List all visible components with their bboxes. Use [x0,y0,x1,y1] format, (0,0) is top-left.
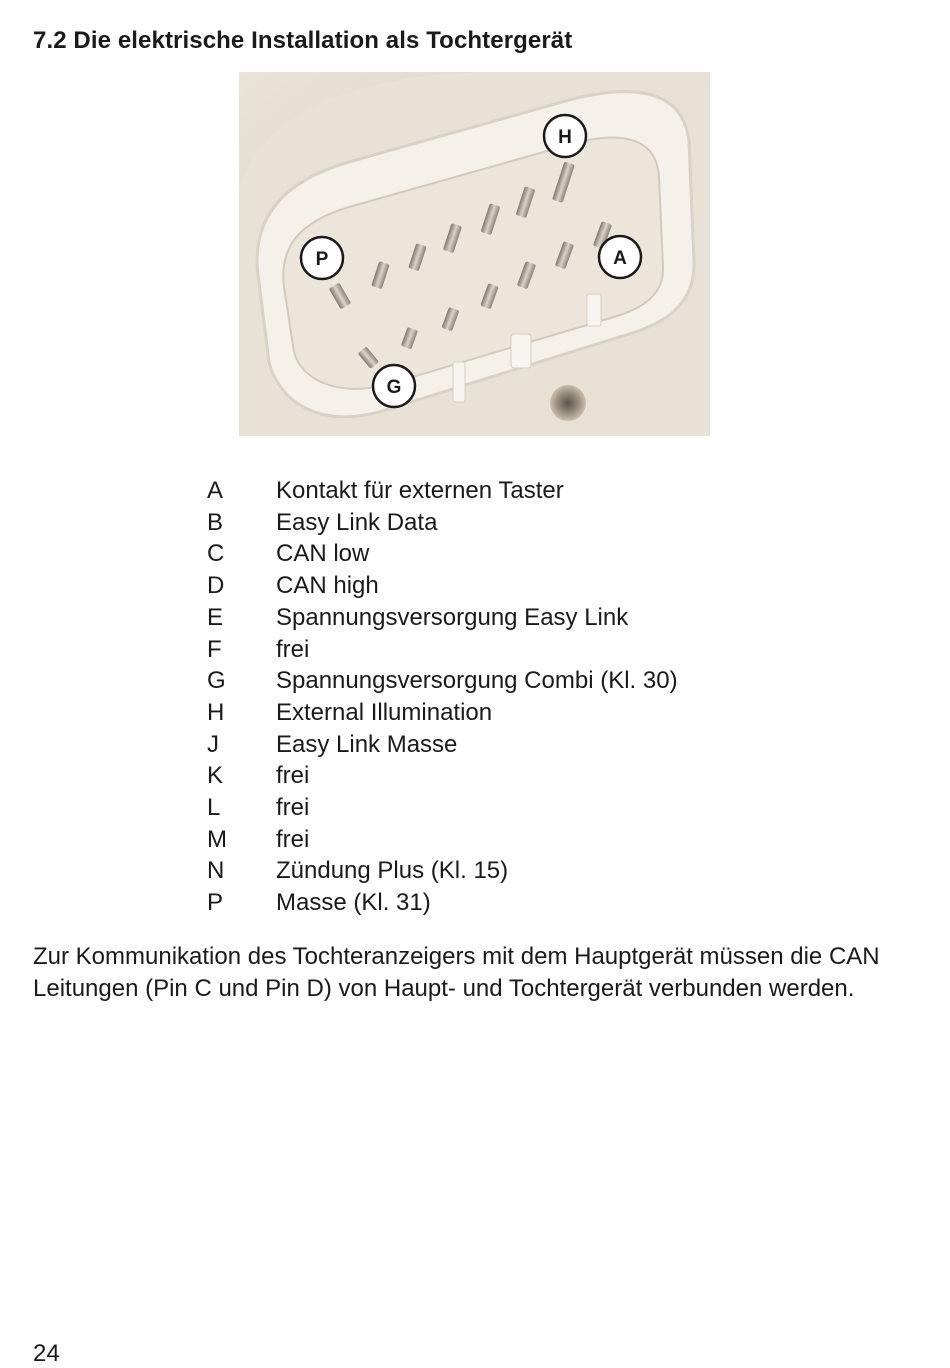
pin-letter: L [207,794,221,822]
pin-letter: H [207,698,225,726]
pin-letter: M [207,825,227,853]
section-heading: 7.2 Die elektrische Installation als Tochtergerät [33,27,573,54]
pin-description: Zündung Plus (Kl. 15) [276,857,509,885]
list-item [207,887,678,919]
pin-letter: P [207,889,224,917]
pin-letter: E [207,603,224,631]
pin-letter: C [207,540,225,568]
list-item [207,792,678,824]
callout-a-label: A [613,248,627,269]
callout-g [373,365,415,407]
pin-letter: G [207,667,226,695]
pin-description: Spannungsversorgung Easy Link [276,603,629,631]
pin-letter: B [207,508,224,536]
pin-description: Masse (Kl. 31) [276,889,431,917]
list-item [207,855,678,887]
list-item [207,824,678,856]
list-item [207,729,678,761]
callout-h-label: H [558,127,572,148]
pin-description: CAN high [276,572,379,600]
pin-letter: F [207,635,222,663]
body-paragraph: Zur Kommunikation des Tochteranzeigers mit dem Hauptgerät müssen die CAN Leitungen (Pin C und Pin D) von Haupt- und Tochtergerät verbunden werden. [33,943,880,1002]
pin-description: Easy Link Data [276,508,438,536]
callout-p [301,237,343,279]
list-item [207,538,678,570]
pin-description: External Illumination [276,698,493,726]
page-number: 24 [33,1340,60,1367]
pin-letter: J [207,730,219,758]
pin-description: Easy Link Masse [276,730,458,758]
list-item [207,507,678,539]
pin-description: frei [276,635,310,663]
list-item [207,697,678,729]
pin-letter: N [207,857,225,885]
pin-letter: K [207,762,224,790]
callout-p-label: P [315,249,329,270]
callout-a [599,236,641,278]
pin-letter: D [207,572,225,600]
list-item [207,665,678,697]
callout-h [544,115,586,157]
pin-description: Kontakt für externen Taster [276,477,564,504]
pin-letter: A [207,477,224,504]
connector-photo [239,72,710,436]
list-item [207,634,678,666]
list-item [207,475,678,507]
pin-description: frei [276,794,310,822]
pin-description: Spannungsversorgung Combi (Kl. 30) [276,667,678,695]
callout-g-label: G [386,377,402,398]
pin-description: frei [276,825,310,853]
pin-assignment-list [207,475,678,919]
list-item [207,602,678,634]
pin-description: frei [276,762,310,790]
list-item [207,570,678,602]
list-item [207,760,678,792]
pin-description: CAN low [276,540,370,568]
